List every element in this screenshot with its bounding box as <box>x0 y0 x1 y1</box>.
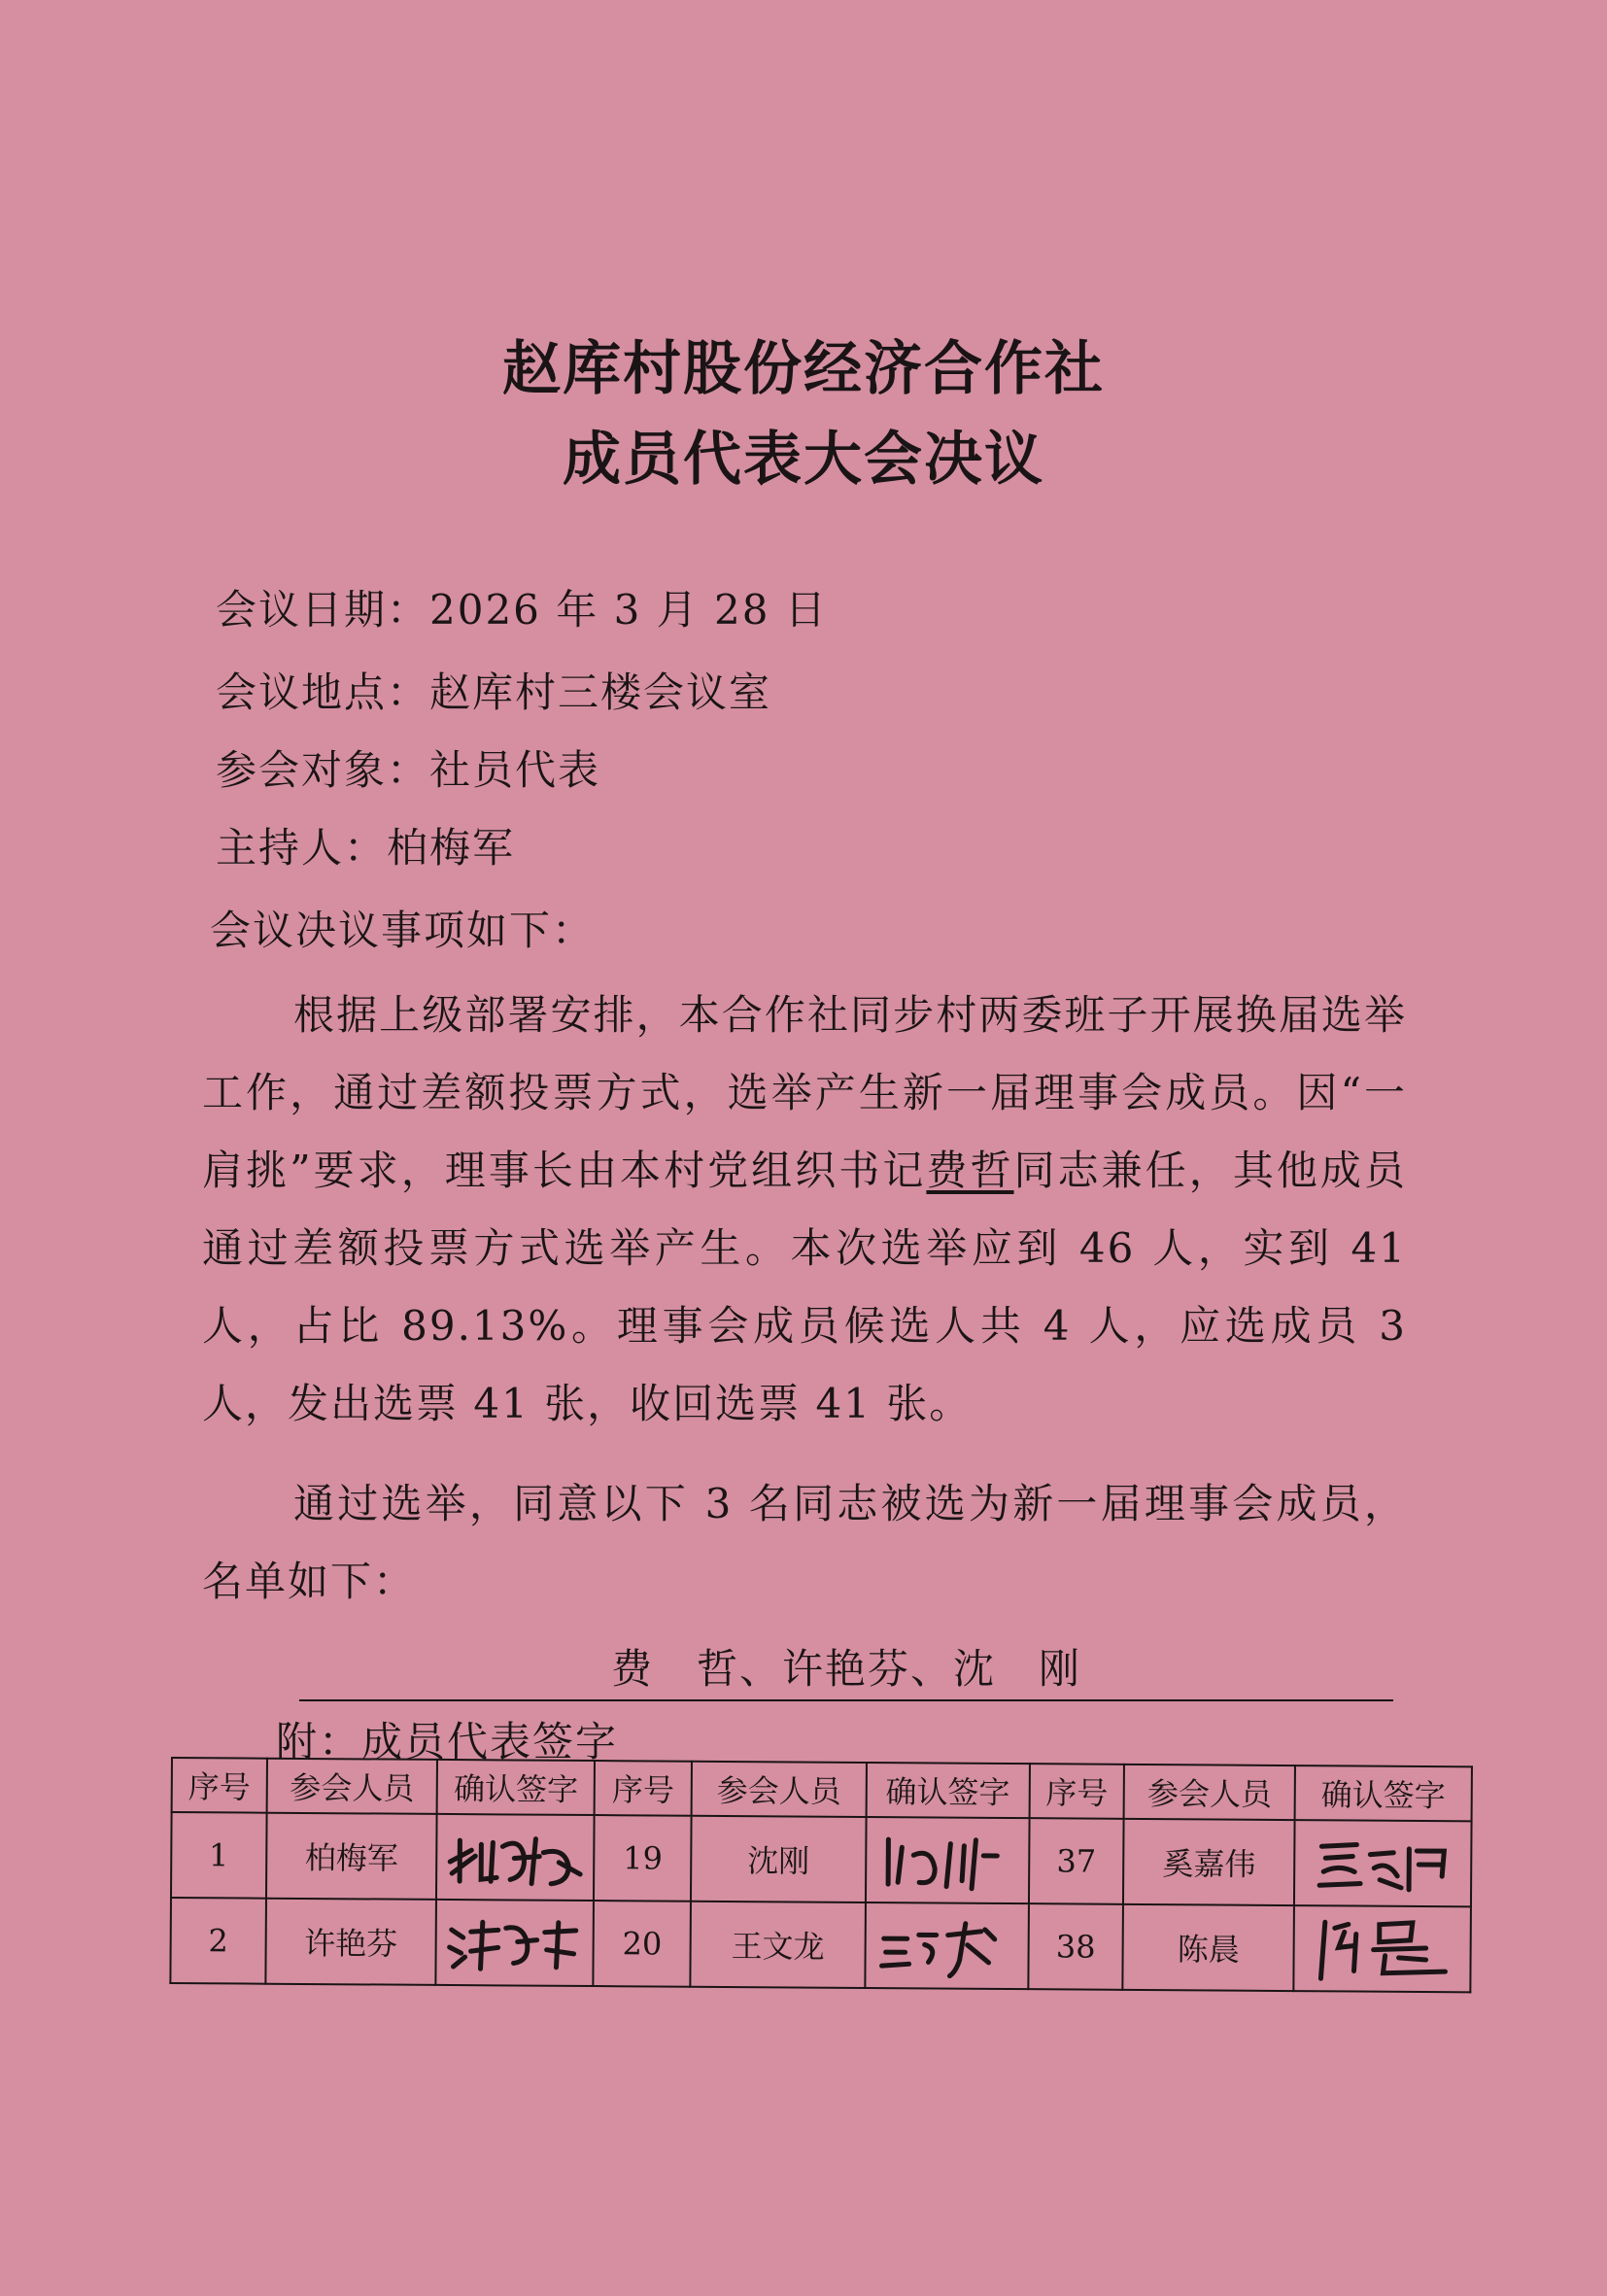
table-row <box>171 1812 1472 1906</box>
meeting-location-label: 会议地点： <box>216 668 430 716</box>
meeting-host-row <box>216 816 515 874</box>
paragraph-1-text-a: 根据上级部署安排，本合作社同步村两委班子开展换届选举工作，通过差额投票方式，选举产生新一届理事会成员。因“一肩挑”要求，理事长由本村党组织书记 <box>202 991 1407 1194</box>
col-header-signature: 确认签字 <box>1295 1765 1472 1821</box>
row-number: 2 <box>170 1898 265 1984</box>
meeting-date-label: 会议日期： <box>216 586 430 634</box>
attendee-name: 许艳芬 <box>265 1899 436 1985</box>
handwritten-signature <box>436 1814 595 1901</box>
row-number: 38 <box>1028 1903 1123 1990</box>
meeting-attendees-row <box>216 738 600 797</box>
signature-table-header-row <box>172 1758 1472 1821</box>
resolution-paragraph-2: 通过选举，同意以下 3 名同志被选为新一届理事会成员，名单如下： <box>202 1480 1407 1605</box>
meeting-date-row <box>216 578 828 636</box>
party-secretary-name: 费哲 <box>926 1147 1014 1194</box>
attendee-name: 陈晨 <box>1123 1904 1294 1991</box>
row-number: 37 <box>1029 1818 1124 1904</box>
meeting-attendees-value: 社员代表 <box>429 746 601 794</box>
table-row <box>170 1898 1471 1992</box>
attachment-label: 附：成员代表签字 <box>276 1718 619 1765</box>
row-number: 20 <box>594 1901 691 1987</box>
resolution-paragraph-1 <box>202 977 1407 1443</box>
col-header-attendee: 参会人员 <box>1124 1765 1295 1820</box>
attendee-name: 王文龙 <box>691 1902 866 1988</box>
col-header-signature: 确认签字 <box>866 1763 1029 1818</box>
signature-table <box>169 1757 1473 1993</box>
paragraph-1-text-b: 同志兼任，其他成员通过差额投票方式选举产生。本次选举应到 46 人，实到 41 人，占比 89.13%。理事会成员候选人共 4 人，应选成员 3 人，发出选票 41 张，收回选票 41 张。 <box>202 1147 1407 1427</box>
col-header-signature: 确认签字 <box>437 1760 595 1815</box>
row-number: 19 <box>594 1815 691 1902</box>
handwritten-signature <box>1294 1820 1472 1906</box>
attendee-name: 柏梅军 <box>266 1813 437 1900</box>
col-header-attendee: 参会人员 <box>266 1759 437 1814</box>
col-header-attendee: 参会人员 <box>692 1762 867 1817</box>
col-header-no: 序号 <box>595 1761 692 1816</box>
col-header-no: 序号 <box>1029 1764 1124 1819</box>
meeting-location-row <box>216 661 771 719</box>
meeting-date-value: 2026 年 3 月 28 日 <box>429 586 828 634</box>
resolution-items-heading: 会议决议事项如下： <box>210 907 596 954</box>
attendee-name: 沈刚 <box>691 1816 866 1902</box>
elected-members-line: 费 哲、许艳芬、沈 刚 <box>299 1637 1393 1701</box>
row-number: 1 <box>171 1812 266 1899</box>
meeting-location-value: 赵库村三楼会议室 <box>429 668 772 716</box>
attendee-name: 奚嘉伟 <box>1123 1819 1294 1905</box>
handwritten-signature <box>436 1900 595 1986</box>
handwritten-signature <box>866 1817 1030 1903</box>
meeting-attendees-label: 参会对象： <box>216 746 430 794</box>
document-title-line2: 成员代表大会决议 <box>563 426 1044 494</box>
handwritten-signature <box>865 1902 1029 1989</box>
meeting-host-label: 主持人： <box>216 824 388 872</box>
handwritten-signature <box>1293 1905 1471 1992</box>
col-header-no: 序号 <box>172 1758 267 1813</box>
meeting-host-value: 柏梅军 <box>387 824 516 872</box>
document-title-line1: 赵库村股份经济合作社 <box>502 335 1105 403</box>
